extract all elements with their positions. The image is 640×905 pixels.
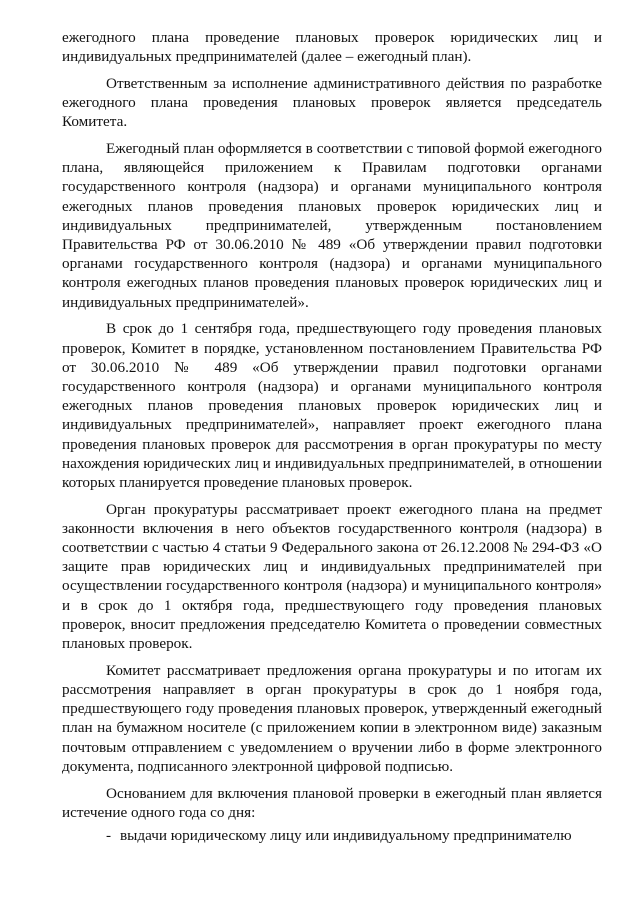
paragraph-continuation: ежегодного плана проведение плановых проверок юридических лиц и индивидуальных предпринимателей (далее – ежегодный план). (62, 29, 602, 66)
list-item (62, 826, 602, 845)
paragraph-responsible: Ответственным за исполнение административного действия по разработке ежегодного плана проведения плановых проверок является председатель Комитета. (62, 74, 602, 131)
paragraph-committee-review: Комитет рассматривает предложения органа прокуратуры и по итогам их рассмотрения направляет в орган прокуратуры в срок до 1 ноября года, предшествующего году проведения плановых проверок, утвержденный ежегодный план на бумажном носителе (с приложением копии в электронном виде) заказным почтовым отправлением с уведомлением о вручении либо в форме электронного документа, подписанного электронной цифровой подписью. (62, 661, 602, 775)
dash-marker: - (106, 826, 112, 844)
paragraph-prosecutor-review: Орган прокуратуры рассматривает проект ежегодного плана на предмет законности включения в него объектов государственного контроля (надзора) в соответствии с частью 4 статьи 9 Федерального закона от 26.12.2008 № 294-ФЗ «О защите прав юридических лиц и индивидуальных предпринимателей при осуществлении государственного контроля (надзора) и муниципального контроля» и в срок до 1 октября года, предшествующего году проведения плановых проверок, вносит предложения председателю Комитета о проведении совместных плановых проверок. (62, 500, 602, 653)
list-item-text: выдачи юридическому лицу или индивидуальному предпринимателю (120, 826, 572, 844)
document-page (62, 28, 602, 845)
paragraph-plan-form: Ежегодный план оформляется в соответствии с типовой формой ежегодного плана, являющейся приложением к Правилам подготовки органами государственного контроля (надзора) и органами муниципального контроля ежегодных планов проведения плановых проверок юридических лиц и индивидуальных предпринимателей, утвержденным постановлением Правительства РФ от 30.06.2010 № 489 «Об утверждении правил подготовки органами государственного контроля (надзора) и органами муниципального контроля ежегодных планов проведения плановых проверок юридических лиц и индивидуальных предпринимателей». (62, 140, 602, 311)
paragraph-september-deadline: В срок до 1 сентября года, предшествующего году проведения плановых проверок, Комитет в порядке, установленном постановлением Правительства РФ от 30.06.2010 № 489 «Об утверждении правил подготовки органами государственного контроля (надзора) и органами муниципального контроля ежегодных планов проведения плановых проверок юридических лиц и индивидуальных предпринимателей», направляет проект ежегодного плана проведения плановых проверок для рассмотрения в орган прокуратуры по месту нахождения юридических лиц и индивидуальных предпринимателей, в отношении которых планируется проведение плановых проверок. (62, 320, 602, 491)
paragraph-grounds: Основанием для включения плановой проверки в ежегодный план является истечение одного года со дня: (62, 784, 602, 821)
